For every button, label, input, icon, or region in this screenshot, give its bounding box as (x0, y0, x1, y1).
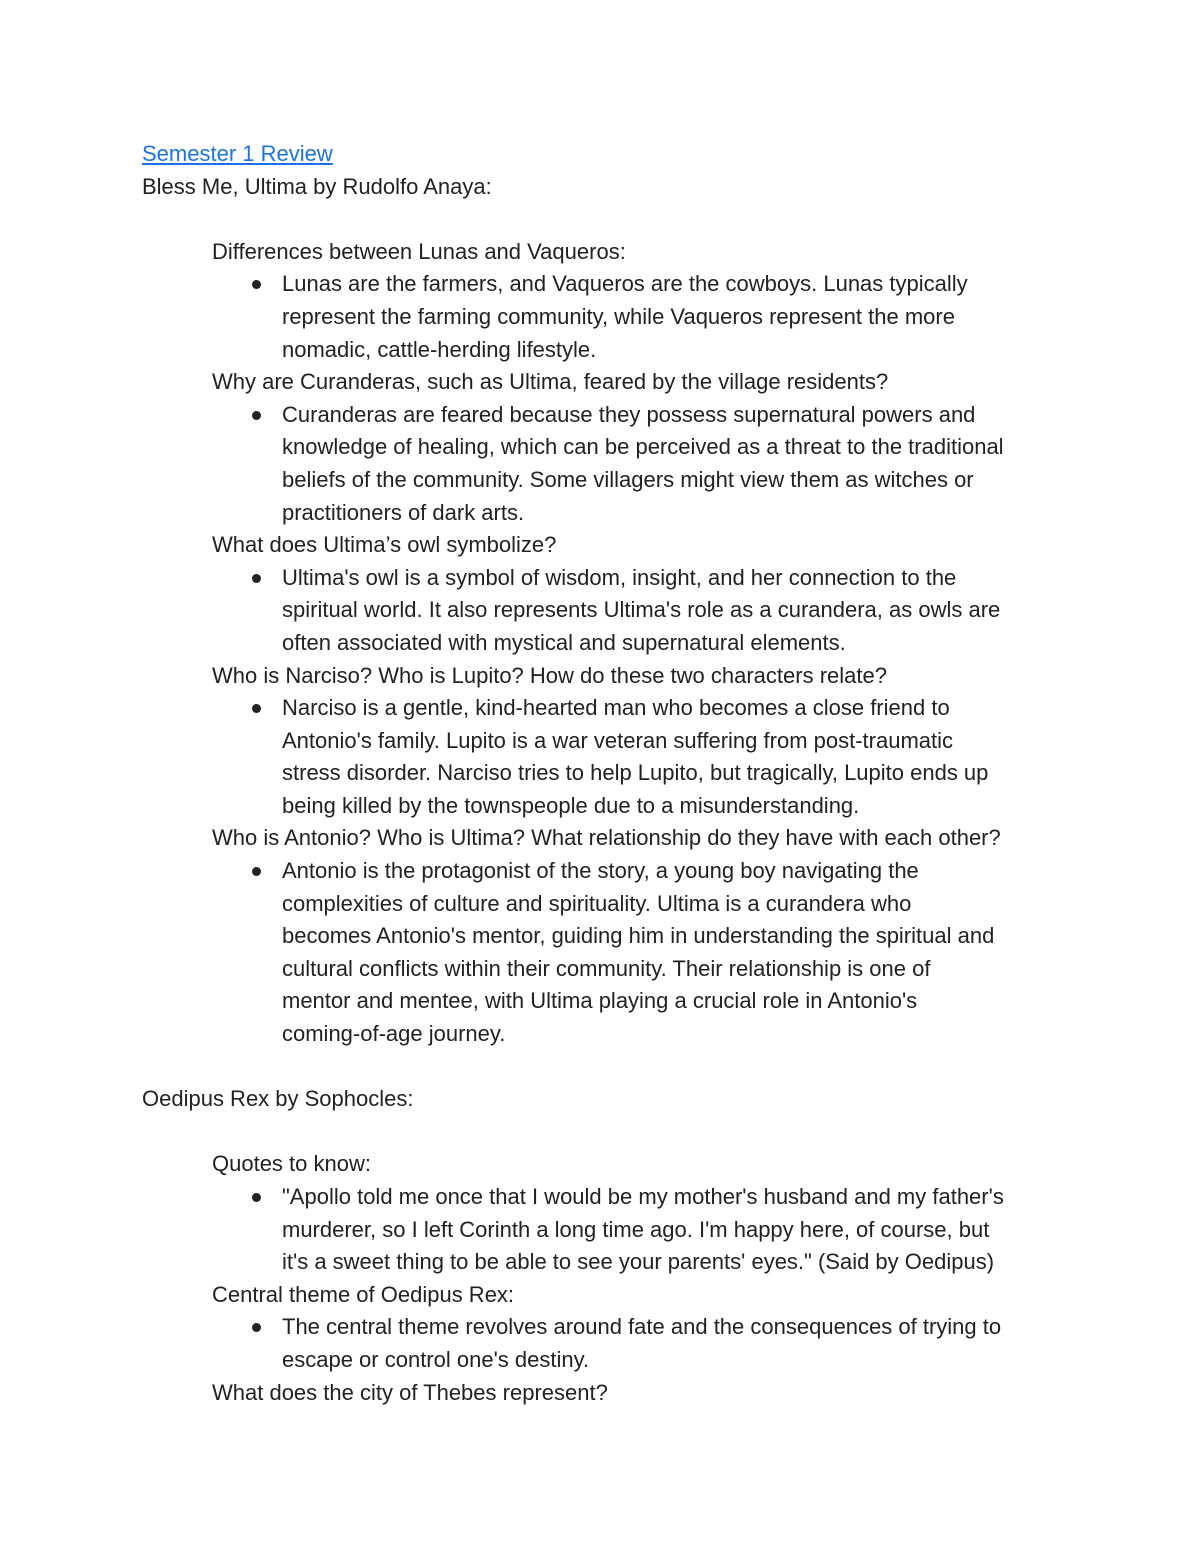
answer-line: cultural conflicts within their community. Their relationship is one of (282, 955, 931, 981)
question-text: Who is Narciso? Who is Lupito? How do these two characters relate? (212, 662, 887, 688)
answer-line: Narciso is a gentle, kind-hearted man who becomes a close friend to (282, 695, 950, 721)
answer-line: Antonio is the protagonist of the story, a young boy navigating the (282, 858, 919, 884)
answer-line: being killed by the townspeople due to a misunderstanding. (282, 792, 860, 818)
answer-line: complexities of culture and spirituality. Ultima is a curandera who (282, 890, 912, 916)
answer-line: represent the farming community, while Vaqueros represent the more (282, 303, 955, 329)
question-text: What does Ultima’s owl symbolize? (212, 532, 557, 558)
answer-list (142, 1181, 1072, 1279)
bullet-icon (252, 867, 261, 876)
question-text: Why are Curanderas, such as Ultima, feared by the village residents? (212, 369, 889, 395)
answer-bullet-item (142, 562, 1072, 660)
answer-bullet-item (142, 692, 1072, 822)
question-text: Who is Antonio? Who is Ultima? What relationship do they have with each other? (212, 825, 1001, 851)
answer-line: The central theme revolves around fate and the consequences of trying to (282, 1314, 1002, 1340)
answer-line: often associated with mystical and supernatural elements. (282, 629, 846, 655)
bullet-icon (252, 704, 261, 713)
answer-bullet-item (142, 1181, 1072, 1279)
answer-line: nomadic, cattle-herding lifestyle. (282, 336, 597, 362)
bullet-icon (252, 280, 261, 289)
answer-list (142, 692, 1072, 822)
answer-bullet-item (142, 855, 1072, 1051)
bullet-icon (252, 1193, 261, 1202)
question-text: Differences between Lunas and Vaqueros: (212, 238, 626, 264)
answer-bullet-item (142, 1311, 1072, 1376)
bullet-icon (252, 411, 261, 420)
answer-line: coming-of-age journey. (282, 1021, 506, 1047)
section-title: Bless Me, Ultima by Rudolfo Anaya: (142, 173, 492, 199)
answer-list (142, 399, 1072, 529)
answer-line: practitioners of dark arts. (282, 499, 525, 525)
blank-line (142, 1051, 1072, 1084)
bullet-icon (252, 574, 261, 583)
blank-line (142, 1116, 1072, 1149)
answer-line: Lunas are the farmers, and Vaqueros are the cowboys. Lunas typically (282, 271, 968, 297)
answer-line: escape or control one's destiny. (282, 1346, 590, 1372)
answer-line: Ultima's owl is a symbol of wisdom, insight, and her connection to the (282, 564, 957, 590)
answer-line: spiritual world. It also represents Ultima's role as a curandera, as owls are (282, 597, 1001, 623)
answer-bullet-item (142, 268, 1072, 366)
answer-line: stress disorder. Narciso tries to help Lupito, but tragically, Lupito ends up (282, 760, 989, 786)
question-text: Quotes to know: (212, 1151, 371, 1177)
answer-line: "Apollo told me once that I would be my mother's husband and my father's (282, 1184, 1004, 1209)
answer-line: it's a sweet thing to be able to see your parents' eyes." (Said by Oedipus) (282, 1249, 995, 1275)
document-body (142, 171, 1072, 1410)
bullet-icon (252, 1323, 261, 1332)
answer-line: knowledge of healing, which can be perceived as a threat to the traditional (282, 434, 1004, 460)
answer-line: mentor and mentee, with Ultima playing a crucial role in Antonio's (282, 988, 918, 1014)
document-page (142, 138, 1072, 1409)
answer-line: murderer, so I left Corinth a long time ago. I'm happy here, of course, but (282, 1216, 990, 1242)
question-text: What does the city of Thebes represent? (212, 1379, 608, 1405)
semester-review-link[interactable]: Semester 1 Review (142, 141, 333, 166)
answer-line: Curanderas are feared because they possess supernatural powers and (282, 401, 976, 427)
answer-list (142, 1311, 1072, 1376)
answer-list (142, 855, 1072, 1051)
answer-list (142, 562, 1072, 660)
answer-line: becomes Antonio's mentor, guiding him in understanding the spiritual and (282, 923, 995, 949)
section-title: Oedipus Rex by Sophocles: (142, 1086, 414, 1112)
answer-bullet-item (142, 399, 1072, 529)
answer-list (142, 268, 1072, 366)
answer-line: beliefs of the community. Some villagers might view them as witches or (282, 466, 974, 492)
question-text: Central theme of Oedipus Rex: (212, 1281, 515, 1307)
answer-line: Antonio's family. Lupito is a war veteran suffering from post-traumatic (282, 727, 954, 753)
blank-line (142, 203, 1072, 236)
